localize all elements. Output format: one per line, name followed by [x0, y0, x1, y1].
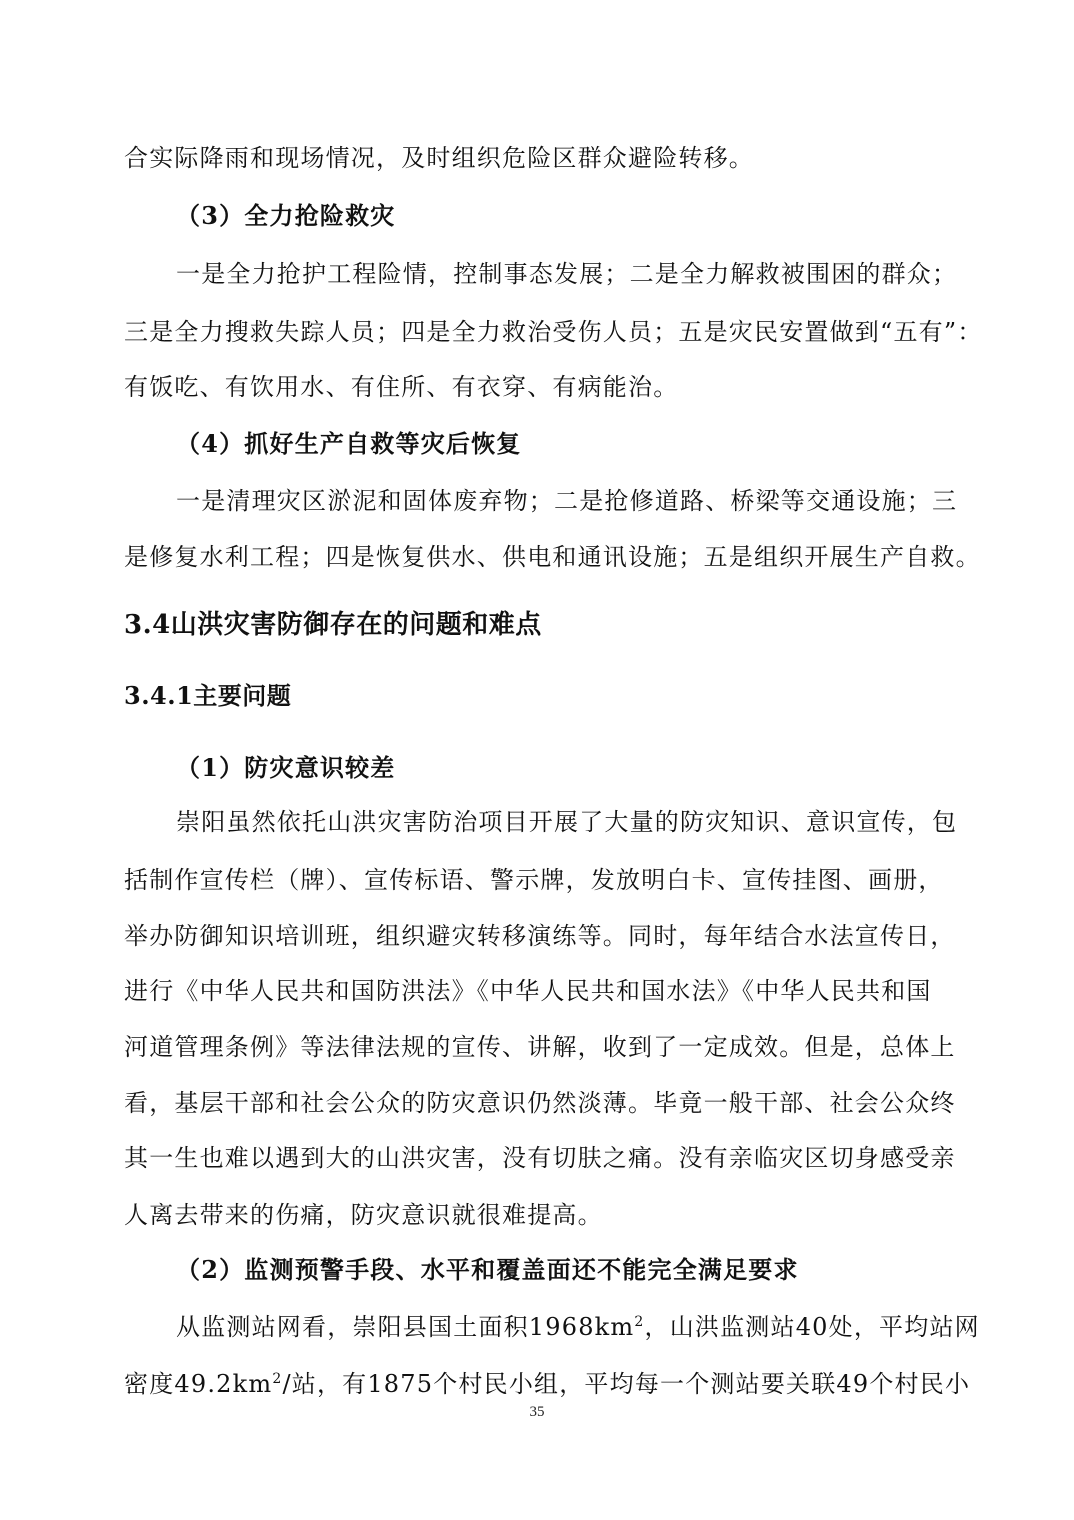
paragraph-line: 其一生也难以遇到大的山洪灾害，没有切肤之痛。没有亲临灾区切身感受亲: [124, 1144, 956, 1172]
paragraph-line: [124, 1368, 971, 1400]
paragraph-line: 是修复水利工程；四是恢复供水、供电和通讯设施；五是组织开展生产自救。: [124, 543, 981, 571]
superscript: 2: [634, 1314, 645, 1330]
paragraph-line: 括制作宣传栏（牌）、宣传标语、警示牌，发放明白卡、宣传挂图、画册，: [124, 866, 944, 894]
paragraph-line: 看，基层干部和社会公众的防灾意识仍然淡薄。毕竟一般干部、社会公众终: [124, 1089, 956, 1117]
text-run: 从监测站网看，崇阳县国土面积1968km: [176, 1313, 635, 1341]
paragraph-line: 三是全力搜救失踪人员；四是全力救治受伤人员；五是灾民安置做到“五有”：: [124, 318, 983, 346]
page-number: 35: [529, 1404, 545, 1420]
paragraph-line: 进行《中华人民共和国防洪法》《中华人民共和国水法》《中华人民共和国: [124, 977, 932, 1005]
section-heading-3-4-1: 3.4.1主要问题: [124, 681, 292, 710]
superscript: 2: [272, 1371, 283, 1387]
text-run: /站，有1875个村民小组，平均每一个测站要关联49个村民小: [282, 1370, 971, 1398]
subheading-1: （1）防灾意识较差: [176, 753, 396, 782]
paragraph-line: 人离去带来的伤痛，防灾意识就很难提高。: [124, 1201, 603, 1229]
paragraph-line: 一是全力抢护工程险情，控制事态发展；二是全力解救被围困的群众；: [176, 260, 958, 288]
paragraph-line: 有饭吃、有饮用水、有住所、有衣穿、有病能治。: [124, 373, 679, 401]
paragraph-line: 合实际降雨和现场情况，及时组织危险区群众避险转移。: [124, 144, 754, 172]
subheading-4: （4）抓好生产自救等灾后恢复: [176, 429, 522, 458]
paragraph-line: [176, 1311, 980, 1343]
paragraph-line: 一是清理灾区淤泥和固体废弃物；二是抢修道路、桥梁等交通设施；三: [176, 487, 958, 515]
paragraph-line: 河道管理条例》等法律法规的宣传、讲解，收到了一定成效。但是，总体上: [124, 1033, 956, 1061]
paragraph-line: 举办防御知识培训班，组织避灾转移演练等。同时，每年结合水法宣传日，: [124, 922, 956, 950]
subheading-3: （3）全力抢险救灾: [176, 201, 396, 230]
text-run: 密度49.2km: [124, 1370, 273, 1398]
paragraph-line: 崇阳虽然依托山洪灾害防治项目开展了大量的防灾知识、意识宣传，包: [176, 808, 958, 836]
section-heading-3-4: 3.4山洪灾害防御存在的问题和难点: [124, 610, 542, 640]
text-run: ，山洪监测站40处，平均站网: [644, 1313, 980, 1341]
subheading-2: （2）监测预警手段、水平和覆盖面还不能完全满足要求: [176, 1255, 799, 1284]
